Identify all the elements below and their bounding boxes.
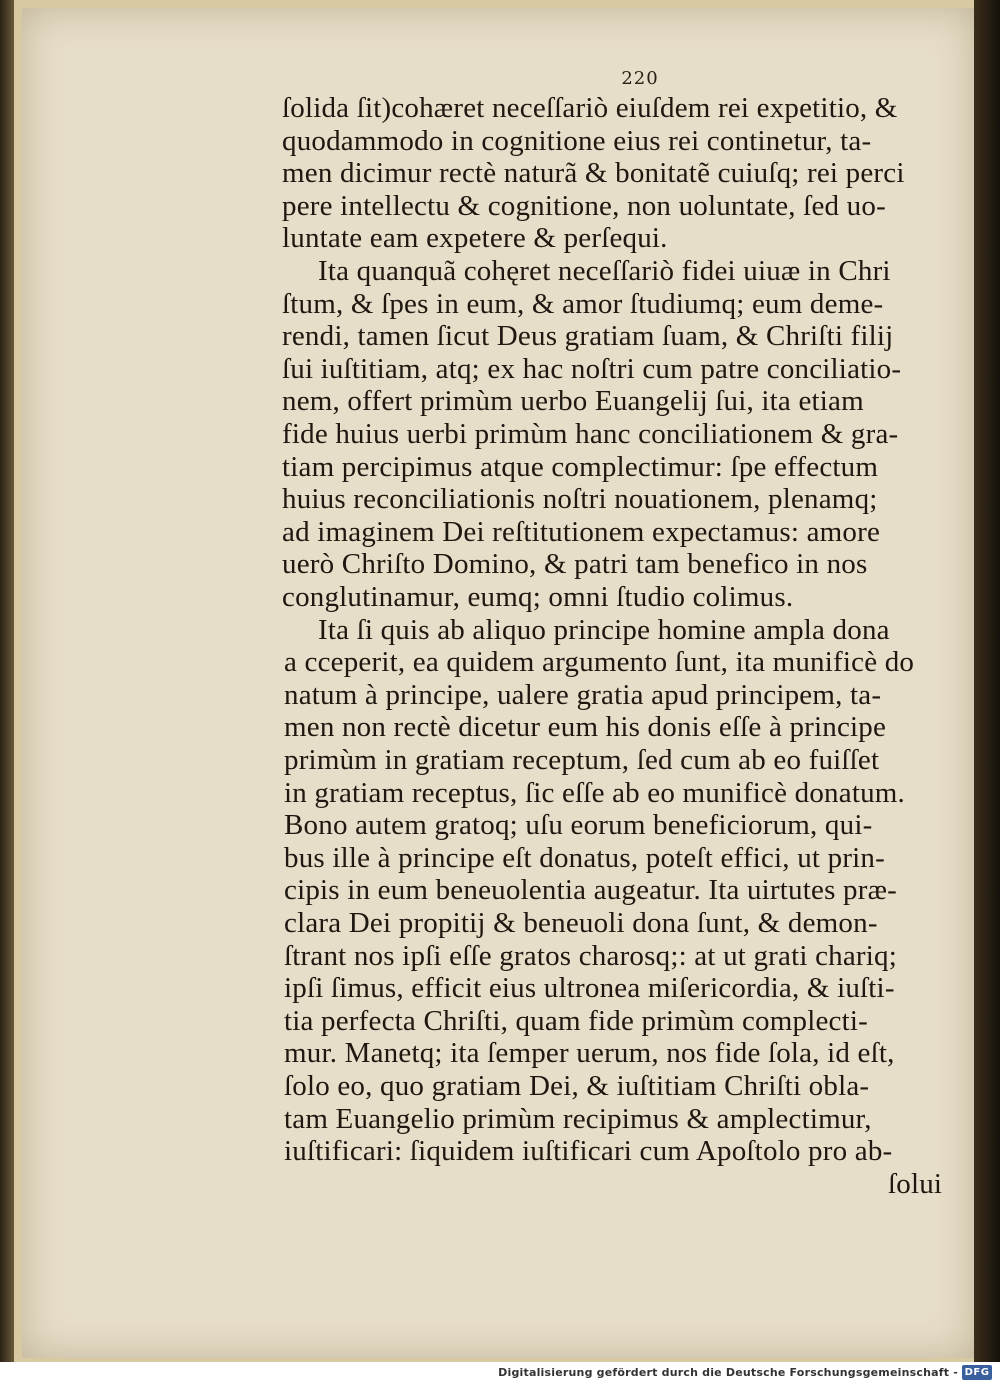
text-line: pere intellectu & cognitione, non uoluntate, ſed uo- [282,190,886,222]
text-line: iuſtificari: ſiquidem iuſtificari cum Apoſtolo pro ab- [284,1135,893,1167]
text-line: luntate eam expetere & perſequi. [282,222,668,254]
text-line: clara Dei propitij & beneuoli dona ſunt, & demon- [284,907,878,939]
text-line: men dicimur rectè naturã & bonitatẽ cuiuſq; rei perci [282,157,905,189]
text-line: bus ille à principe eſt donatus, poteſt effici, ut prin- [284,842,885,874]
text-line: ſtum, & ſpes in eum, & amor ſtudiumq; eum deme- [282,288,884,320]
book-page [22,8,974,1358]
text-line: rendi, tamen ſicut Deus gratiam ſuam, & Chriſti filij [282,320,894,352]
binding-edge-left [0,0,14,1362]
text-line: ſtrant nos ipſi eſſe gratos charosq;: at ut grati chariq; [284,940,897,972]
text-line: quodammodo in cognitione eius rei continetur, ta- [282,125,872,157]
text-line: fide huius uerbi primùm hanc conciliationem & gra- [282,418,899,450]
text-line: Ita quanquã cohęret neceſſariò fidei uiuæ in Chri [318,255,891,287]
text-line: ſolui [888,1168,943,1200]
text-line: conglutinamur, eumq; omni ſtudio colimus. [282,581,794,613]
text-line: primùm in gratiam receptum, ſed cum ab eo fuiſſet [284,744,880,776]
text-line: men non rectè dicetur eum his donis eſſe à principe [284,711,887,743]
binding-edge-right [974,0,1000,1362]
text-line: natum à principe, ualere gratia apud principem, ta- [284,679,882,711]
text-line: uerò Chriſto Domino, & patri tam benefico in nos [282,548,868,580]
text-line: ad imaginem Dei reſtitutionem expectamus: amore [282,516,881,548]
text-line: cipis in eum beneuolentia augeatur. Ita uirtutes præ- [284,874,897,906]
text-line: Bono autem gratoq; uſu eorum beneficiorum, qui- [284,809,873,841]
page-number: 220 [621,68,659,89]
text-line: ipſi ſimus, efficit eius ultronea miſericordia, & iuſti- [284,972,895,1004]
text-line: tia perfecta Chriſti, quam fide primùm complecti- [284,1005,868,1037]
dfg-logo: DFG [962,1365,992,1380]
text-line: in gratiam receptus, ſic eſſe ab eo munificè donatum. [284,777,905,809]
text-line: ſolo eo, quo gratiam Dei, & iuſtitiam Chriſti obla- [284,1070,870,1102]
text-line: a cceperit, ea quidem argumento ſunt, ita munificè do [284,646,915,678]
text-line: huius reconciliationis noſtri nouationem, plenamq; [282,483,878,515]
text-line: tam Euangelio primùm recipimus & amplectimur, [284,1103,872,1135]
text-line: nem, offert primùm uerbo Euangelij ſui, ita etiam [282,385,864,417]
text-line: Ita ſi quis ab aliquo principe homine ampla dona [318,614,890,646]
text-line: tiam percipimus atque complectimur: ſpe effectum [282,451,879,483]
footer-bar [0,1362,1000,1385]
text-line: mur. Manetq; ita ſemper uerum, nos fide ſola, id eſt, [284,1037,895,1069]
funding-credit: Digitalisierung gefördert durch die Deutsche Forschungsgemeinschaft - [498,1366,958,1379]
text-line: ſui iuſtitiam, atq; ex hac noſtri cum patre conciliatio- [282,353,902,385]
text-line: ſolida ſit)cohæret neceſſariò eiuſdem rei expetitio, & [282,92,898,124]
